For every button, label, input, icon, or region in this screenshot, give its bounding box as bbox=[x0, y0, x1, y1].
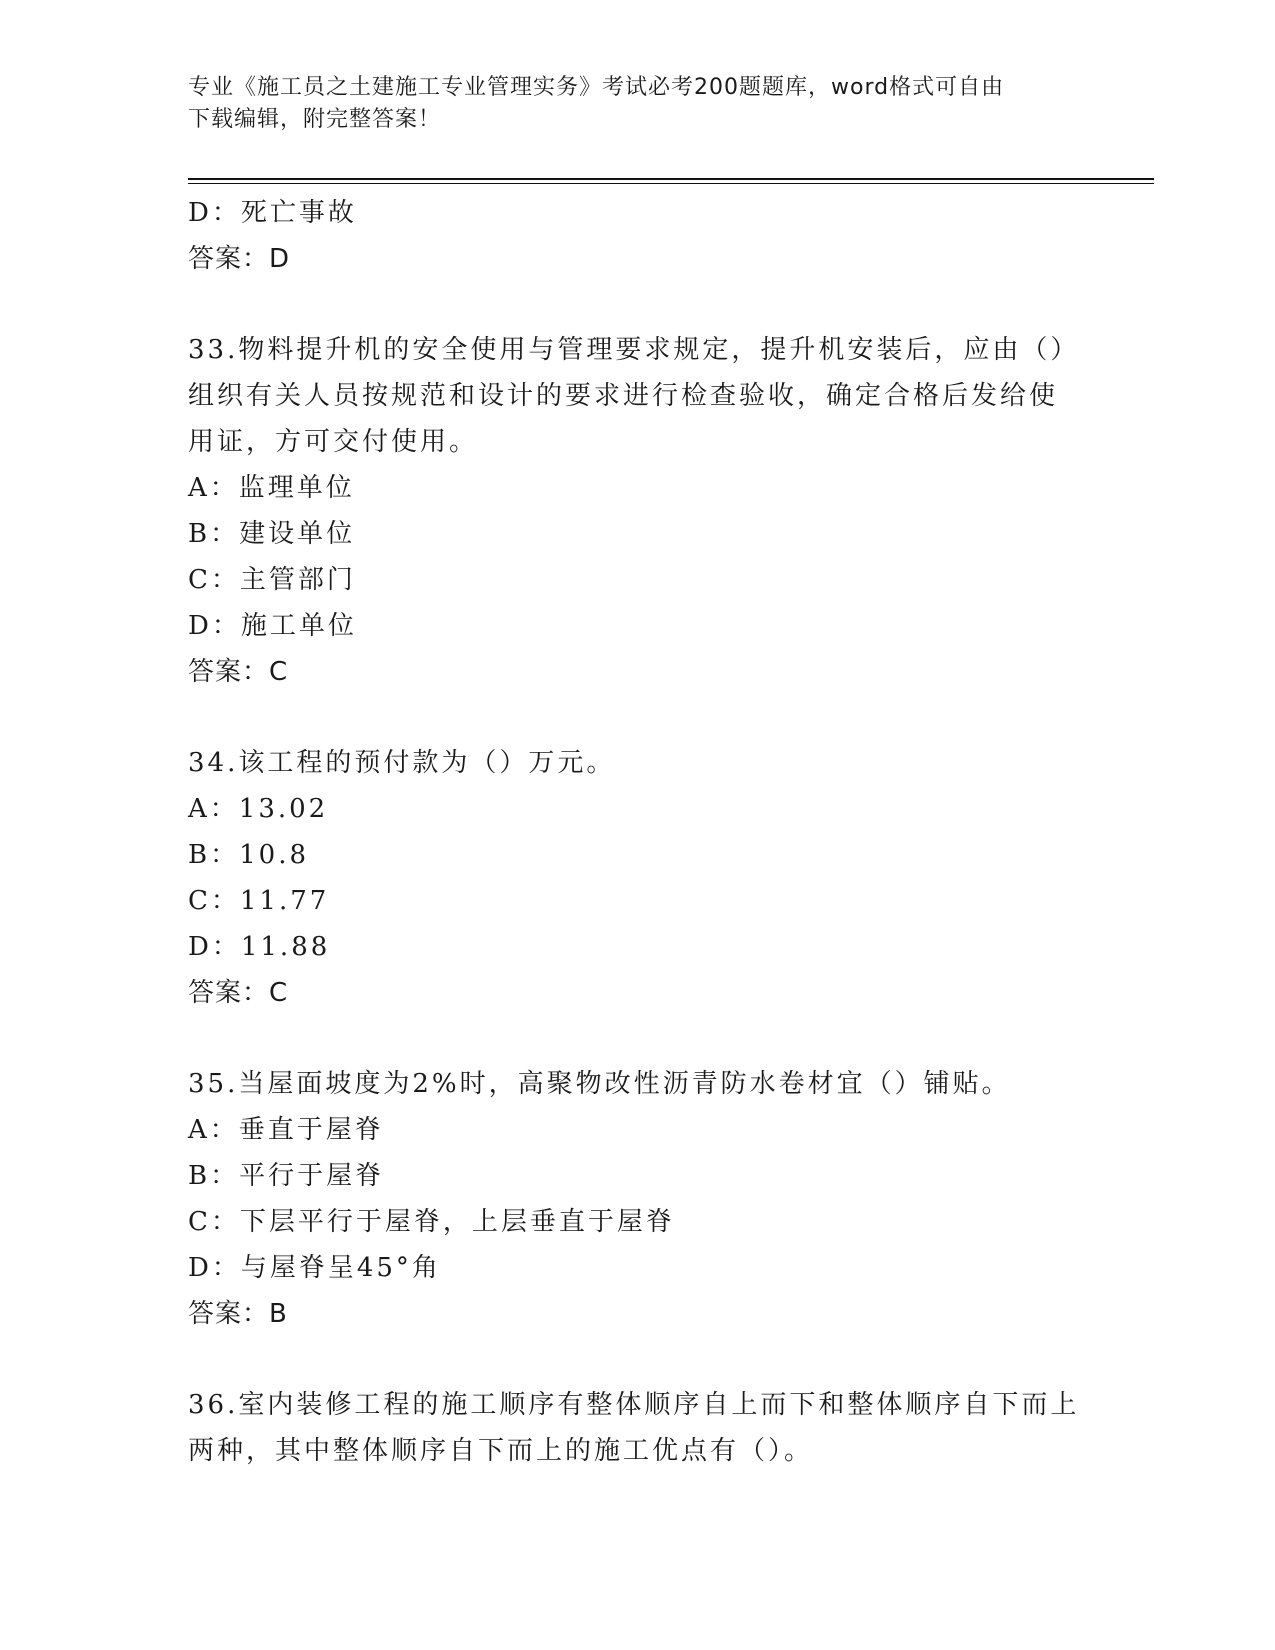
option-c: C：下层平行于屋脊，上层垂直于屋脊 bbox=[188, 1207, 675, 1237]
page-header bbox=[188, 72, 1068, 136]
option-b: B：10.8 bbox=[188, 840, 309, 870]
option-b: B：建设单位 bbox=[188, 519, 356, 549]
question-text-line: 35.当屋面坡度为2%时，高聚物改性沥青防水卷材宜（）铺贴。 bbox=[188, 1069, 1011, 1099]
question-text-line: 33.物料提升机的安全使用与管理要求规定，提升机安装后，应由（） bbox=[188, 335, 1080, 365]
question-block-32 bbox=[188, 190, 1088, 282]
question-text-line: 用证，方可交付使用。 bbox=[188, 427, 479, 457]
option-b: B：平行于屋脊 bbox=[188, 1161, 385, 1191]
option-c: C：11.77 bbox=[188, 886, 330, 916]
option-d: D：施工单位 bbox=[188, 611, 357, 641]
question-text-line: 组织有关人员按规范和设计的要求进行检查验收，确定合格后发给使 bbox=[188, 381, 1059, 411]
option-d: D：11.88 bbox=[188, 932, 331, 962]
answer-line: 答案：B bbox=[188, 1299, 288, 1329]
question-block-34 bbox=[188, 740, 1088, 1016]
option-d: D：死亡事故 bbox=[188, 198, 357, 228]
question-text-line: 36.室内装修工程的施工顺序有整体顺序自上而下和整体顺序自下而上 bbox=[188, 1390, 1080, 1420]
header-rule-thin bbox=[188, 183, 1154, 184]
question-block-35 bbox=[188, 1061, 1088, 1337]
question-block-36 bbox=[188, 1382, 1088, 1474]
option-c: C：主管部门 bbox=[188, 565, 356, 595]
option-d: D：与屋脊呈45°角 bbox=[188, 1253, 441, 1283]
answer-line: 答案：C bbox=[188, 978, 289, 1008]
question-text-line: 两种，其中整体顺序自下而上的施工优点有（）。 bbox=[188, 1436, 814, 1466]
header-rule-thick bbox=[188, 178, 1154, 180]
header-line-1: 专业《施工员之土建施工专业管理实务》考试必考200题题库，word格式可自由 bbox=[188, 75, 1005, 100]
option-a: A：13.02 bbox=[188, 794, 329, 824]
question-block-33 bbox=[188, 327, 1088, 695]
answer-line: 答案：C bbox=[188, 657, 289, 687]
answer-line: 答案：D bbox=[188, 244, 291, 274]
question-text-line: 34.该工程的预付款为（）万元。 bbox=[188, 748, 616, 778]
option-a: A：垂直于屋脊 bbox=[188, 1115, 384, 1145]
option-a: A：监理单位 bbox=[188, 473, 355, 503]
header-line-2: 下载编辑，附完整答案！ bbox=[188, 107, 442, 132]
question-list bbox=[188, 190, 1088, 1474]
